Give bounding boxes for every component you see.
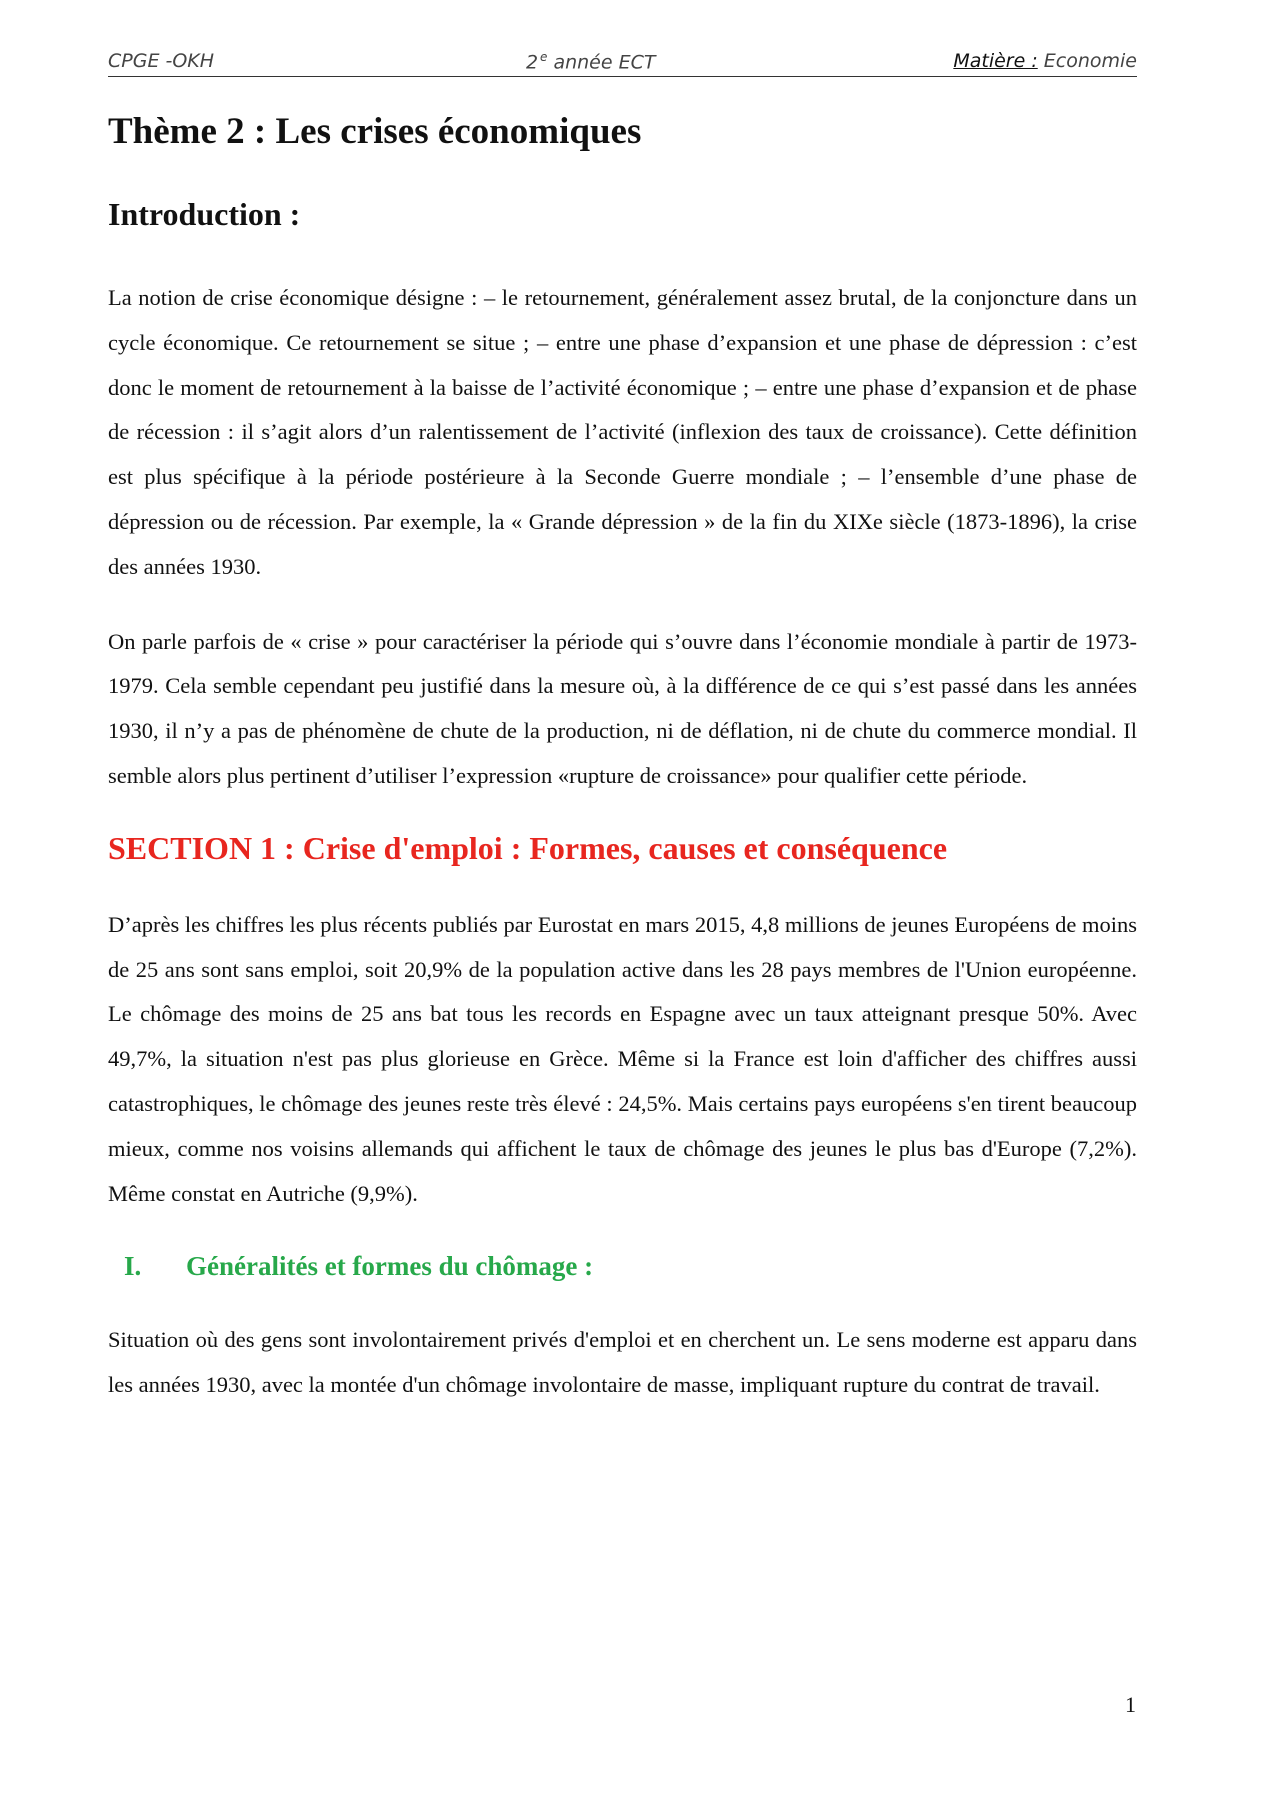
section-1-heading: SECTION 1 : Crise d'emploi : Formes, causes et conséquence	[108, 829, 948, 866]
subsection-heading	[108, 1248, 1137, 1284]
header-left: CPGE -OKH	[108, 50, 215, 72]
subsection-title: Généralités et formes du chômage :	[186, 1251, 594, 1282]
intro-paragraph-1: La notion de crise économique désigne : – le retournement, généralement assez brutal, de la conjoncture dans un cycle économique. Ce retournement se situe ; – entre une phase d’expansion et une phase de dépression : c’est donc le moment de retournement à la baisse de l’activité économique ; – entre une phase d’expansion et de phase de récession : il s’agit alors d’un ralentissement de l’activité (inflexion des taux de croissance). Cette définition est plus spécifique à la période postérieure à la Seconde Guerre mondiale ; – l’ensemble d’une phase de dépression ou de récession. Par exemple, la « Grande dépression » de la fin du XIXe siècle (1873-1896), la crise des années 1930.	[108, 285, 1137, 579]
header-center	[526, 50, 655, 73]
subsection-paragraph: Situation où des gens sont involontairement privés d'emploi et en cherchent un. Le sens moderne est apparu dans les années 1930, avec la montée d'un chômage involontaire de masse, impliquant rupture du contrat de travail.	[108, 1327, 1137, 1398]
header-center-rest: année ECT	[553, 51, 656, 74]
page-number: 1	[1125, 1692, 1136, 1717]
page-title: Thème 2 : Les crises économiques	[108, 111, 642, 152]
introduction-heading: Introduction :	[108, 196, 301, 232]
section-1-paragraph: D’après les chiffres les plus récents publiés par Eurostat en mars 2015, 4,8 millions de jeunes Européens de moins de 25 ans sont sans emploi, soit 20,9% de la population active dans les 28 pays membres de l'Union européenne. Le chômage des moins de 25 ans bat tous les records en Espagne avec un taux atteignant presque 50%. Avec 49,7%, la situation n'est pas plus glorieuse en Grèce. Même si la France est loin d'afficher des chiffres aussi catastrophiques, le chômage des jeunes reste très élevé : 24,5%. Mais certains pays européens s'en tirent beaucoup mieux, comme nos voisins allemands qui affichent le taux de chômage des jeunes le plus bas d'Europe (7,2%). Même constat en Autriche (9,9%).	[108, 911, 1137, 1206]
header-center-sup: e	[540, 50, 548, 64]
header-subject-label: Matière :	[953, 50, 1038, 72]
document-body	[108, 98, 1137, 1408]
header-center-number: 2	[526, 51, 539, 74]
header-right	[953, 50, 1137, 72]
header-subject-value: Economie	[1043, 50, 1137, 72]
page-header	[108, 48, 1137, 77]
subsection-number: I.	[124, 1251, 142, 1282]
intro-paragraph-2: On parle parfois de « crise » pour caractériser la période qui s’ouvre dans l’économie mondiale à partir de 1973-1979. Cela semble cependant peu justifié dans la mesure où, à la différence de ce qui s’est passé dans les années 1930, il n’y a pas de phénomène de chute de la production, ni de déflation, ni de chute du commerce mondial. Il semble alors plus pertinent d’utiliser l’expression «rupture de croissance» pour qualifier cette période.	[108, 628, 1137, 788]
